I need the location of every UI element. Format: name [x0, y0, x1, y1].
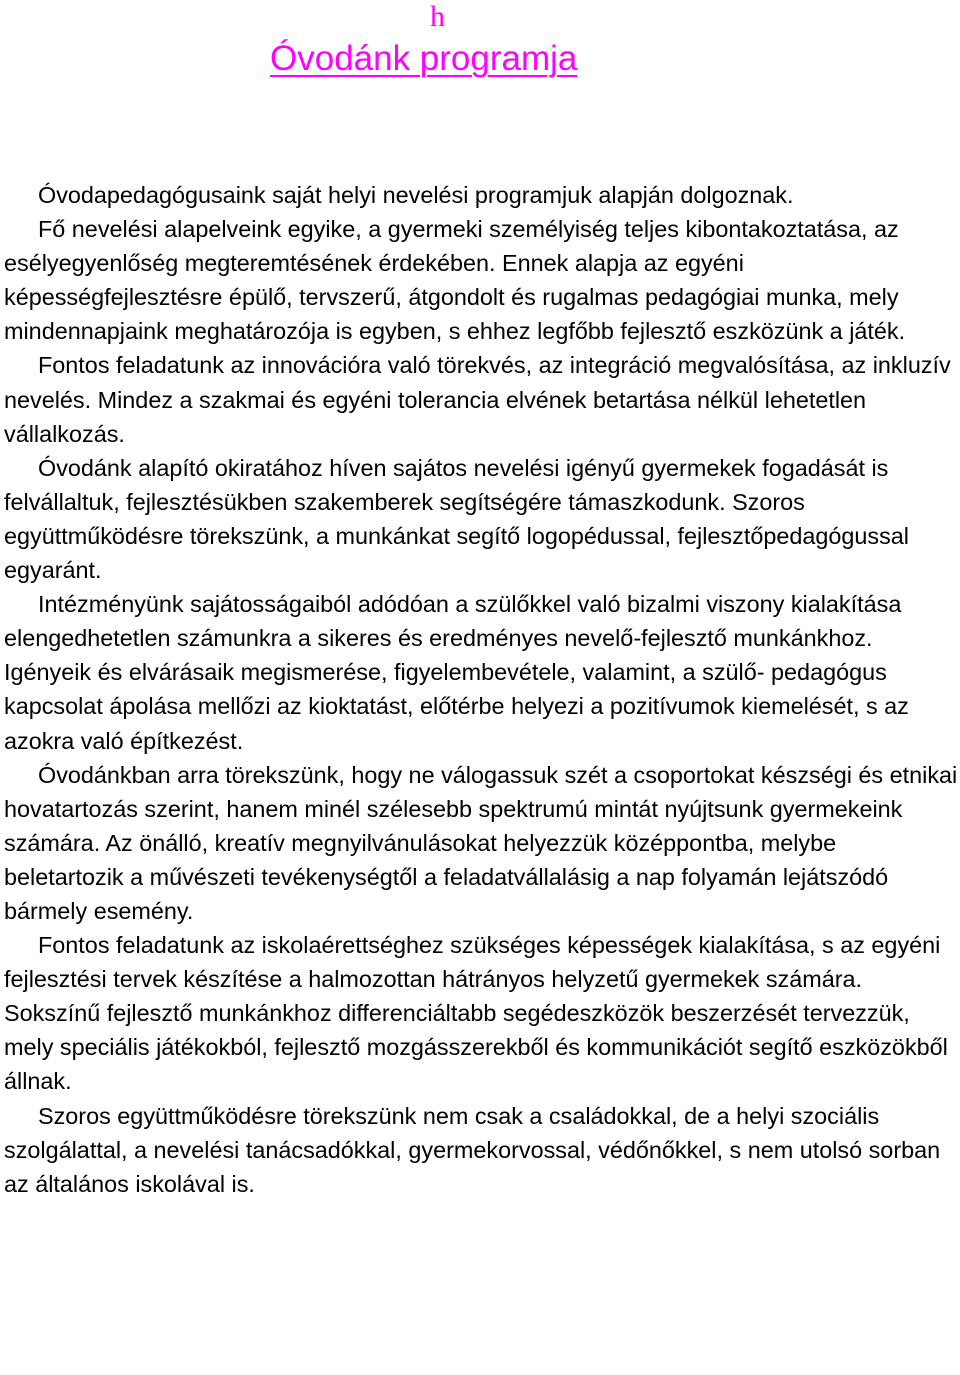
paragraph-8: Szoros együttműködésre törekszünk nem csak a családokkal, de a helyi szociális szolgálattal, a nevelési tanácsadókkal, gyermekorvossal, védőnőkkel, s nem utolsó sorban az általános iskolával is. [4, 1102, 941, 1197]
page-title-link[interactable]: Óvodánk programja [270, 39, 578, 78]
paragraph-6: Óvodánkban arra törekszünk, hogy ne válogassuk szét a csoportokat készségi és etnikai hovatartozás szerint, hanem minél szélesebb spektrumú mintát nyújtsunk gyermekeink számára. Az önálló, kreatív megnyilvánulásokat helyezzük középpontba, melybe beletartozik a művészeti tevékenységtől a feladatvállalásig a nap folyamán lejátszódó bármely esemény. [4, 761, 958, 924]
body-text [4, 178, 960, 1201]
paragraph-5: Intézményünk sajátosságaiból adódóan a szülőkkel való bizalmi viszony kialakítása elengedhetetlen számunkra a sikeres és eredményes nevelő-fejlesztő munkánkhoz. Igényeik és elvárásaik megismerése, figyelembevétele, valamint, a szülő- pedagógus kapcsolat ápolása mellőzi az kioktatást, előtérbe helyezi a pozitívumok kiemelését, s az azokra való építkezést. [4, 591, 909, 754]
paragraph-7: Fontos feladatunk az iskolaérettséghez szükséges képességek kialakítása, s az egyéni fejlesztési tervek készítése a halmozottan hátrányos helyzetű gyermekek számára. Sokszínű fejlesztő munkánkhoz differenciáltabb segédeszközök beszerzését tervezzük, mely speciális játékokból, fejlesztő mozgásszerekből és kommunikációt segítő eszközökből állnak. [4, 932, 948, 1095]
header-mark: h [430, 0, 445, 33]
paragraph-3: Fontos feladatunk az innovációra való törekvés, az integráció megvalósítása, az inkluzív nevelés. Mindez a szakmai és egyéni tolerancia elvének betartása nélkül lehetetlen vállalkozás. [4, 352, 951, 447]
paragraph-2: Fő nevelési alapelveink egyike, a gyermeki személyiség teljes kibontakoztatása, az esélyegyenlőség megteremtésének érdekében. Ennek alapja az egyéni képességfejlesztésre épülő, tervszerű, átgondolt és rugalmas pedagógiai munka, mely mindennapjaink meghatározója is egyben, s ehhez legfőbb fejlesztő eszközünk a játék. [4, 216, 906, 345]
paragraph-1: Óvodapedagógusaink saját helyi nevelési programjuk alapján dolgoznak. [38, 182, 794, 208]
paragraph-4: Óvodánk alapító okiratához híven sajátos nevelési igényű gyermekek fogadását is felvállaltuk, fejlesztésükben szakemberek segítségére támaszkodunk. Szoros együttműködésre törekszünk, a munkánkat segítő logopédussal, fejlesztőpedagógussal egyaránt. [4, 454, 909, 584]
